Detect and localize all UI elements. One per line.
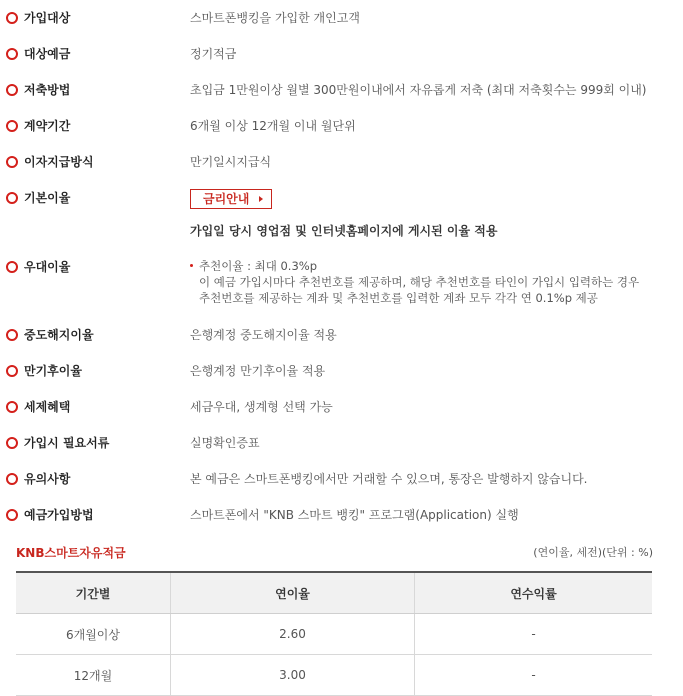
row-value: 은행계정 중도해지이율 적용 — [190, 328, 337, 342]
circle-bullet-icon — [6, 261, 18, 273]
circle-bullet-icon — [6, 120, 18, 132]
row-label: 예금가입방법 — [24, 508, 94, 522]
table-row — [16, 655, 652, 696]
circle-bullet-icon — [6, 437, 18, 449]
circle-bullet-icon — [6, 12, 18, 24]
row-label: 가입시 필요서류 — [24, 436, 110, 450]
row-label: 기본이율 — [24, 191, 71, 205]
table-cell-period: 6개월이상 — [16, 614, 171, 655]
list-dot-icon — [190, 264, 193, 267]
row-value: 본 예금은 스마트폰뱅킹에서만 거래할 수 있으며, 통장은 발행하지 않습니다. — [190, 472, 588, 486]
row-label: 저축방법 — [24, 83, 71, 97]
circle-bullet-icon — [6, 156, 18, 168]
row-label: 가입대상 — [24, 11, 71, 25]
row-label: 대상예금 — [24, 47, 71, 61]
row-label: 세제혜택 — [24, 400, 71, 414]
row-value: 은행계정 만기후이율 적용 — [190, 364, 326, 378]
row-value: 6개월 이상 12개월 이내 월단위 — [190, 119, 356, 133]
row-label: 만기후이율 — [24, 364, 82, 378]
preferential-line: 추천번호를 제공하는 계좌 및 추천번호를 입력한 계좌 모두 각각 연 0.1%p 제공 — [199, 291, 598, 305]
circle-bullet-icon — [6, 473, 18, 485]
base-rate-notice: 가입일 당시 영업점 및 인터넷홈페이지에 게시된 이율 적용 — [190, 224, 498, 238]
circle-bullet-icon — [6, 509, 18, 521]
column-header-yield: 연수익률 — [415, 572, 653, 614]
arrow-right-icon — [259, 196, 263, 202]
row-value: 스마트폰뱅킹을 가입한 개인고객 — [190, 11, 360, 25]
row-value: 실명확인증표 — [190, 436, 260, 450]
circle-bullet-icon — [6, 84, 18, 96]
row-label: 이자지급방식 — [24, 155, 94, 169]
table-cell-rate: 2.60 — [171, 614, 415, 655]
rate-table — [16, 571, 652, 696]
preferential-line: 이 예금 가입시마다 추천번호를 제공하며, 해당 추천번호를 타인이 가입시 입력하는 경우 — [199, 275, 640, 289]
column-header-annual-rate: 연이율 — [171, 572, 415, 614]
rate-table-note: (연이율, 세전)(단위 : %) — [533, 546, 653, 559]
row-value: 스마트폰에서 "KNB 스마트 뱅킹" 프로그램(Application) 실행 — [190, 508, 519, 522]
row-label: 우대이율 — [24, 260, 71, 274]
table-cell-yield: - — [415, 655, 653, 696]
circle-bullet-icon — [6, 365, 18, 377]
preferential-line: 추천이율 : 최대 0.3%p — [199, 259, 318, 273]
rate-info-button[interactable] — [190, 189, 272, 209]
row-label: 중도해지이율 — [24, 328, 94, 342]
rate-table-title: KNB스마트자유적금 — [16, 546, 126, 560]
row-value: 세금우대, 생계형 선택 가능 — [190, 400, 333, 414]
circle-bullet-icon — [6, 48, 18, 60]
table-cell-period: 12개월 — [16, 655, 171, 696]
row-value: 만기일시지급식 — [190, 155, 272, 169]
table-header-row — [16, 572, 652, 614]
table-row — [16, 614, 652, 655]
table-cell-yield: - — [415, 614, 653, 655]
circle-bullet-icon — [6, 401, 18, 413]
row-value: 정기적금 — [190, 47, 237, 61]
circle-bullet-icon — [6, 329, 18, 341]
row-label: 계약기간 — [24, 119, 71, 133]
circle-bullet-icon — [6, 192, 18, 204]
row-value: 초입금 1만원이상 월별 300만원이내에서 자유롭게 저축 (최대 저축횟수는 999회 이내) — [190, 83, 647, 97]
column-header-period: 기간별 — [16, 572, 171, 614]
row-label: 유의사항 — [24, 472, 71, 486]
rate-info-button-label: 금리안내 — [203, 192, 250, 206]
table-cell-rate: 3.00 — [171, 655, 415, 696]
